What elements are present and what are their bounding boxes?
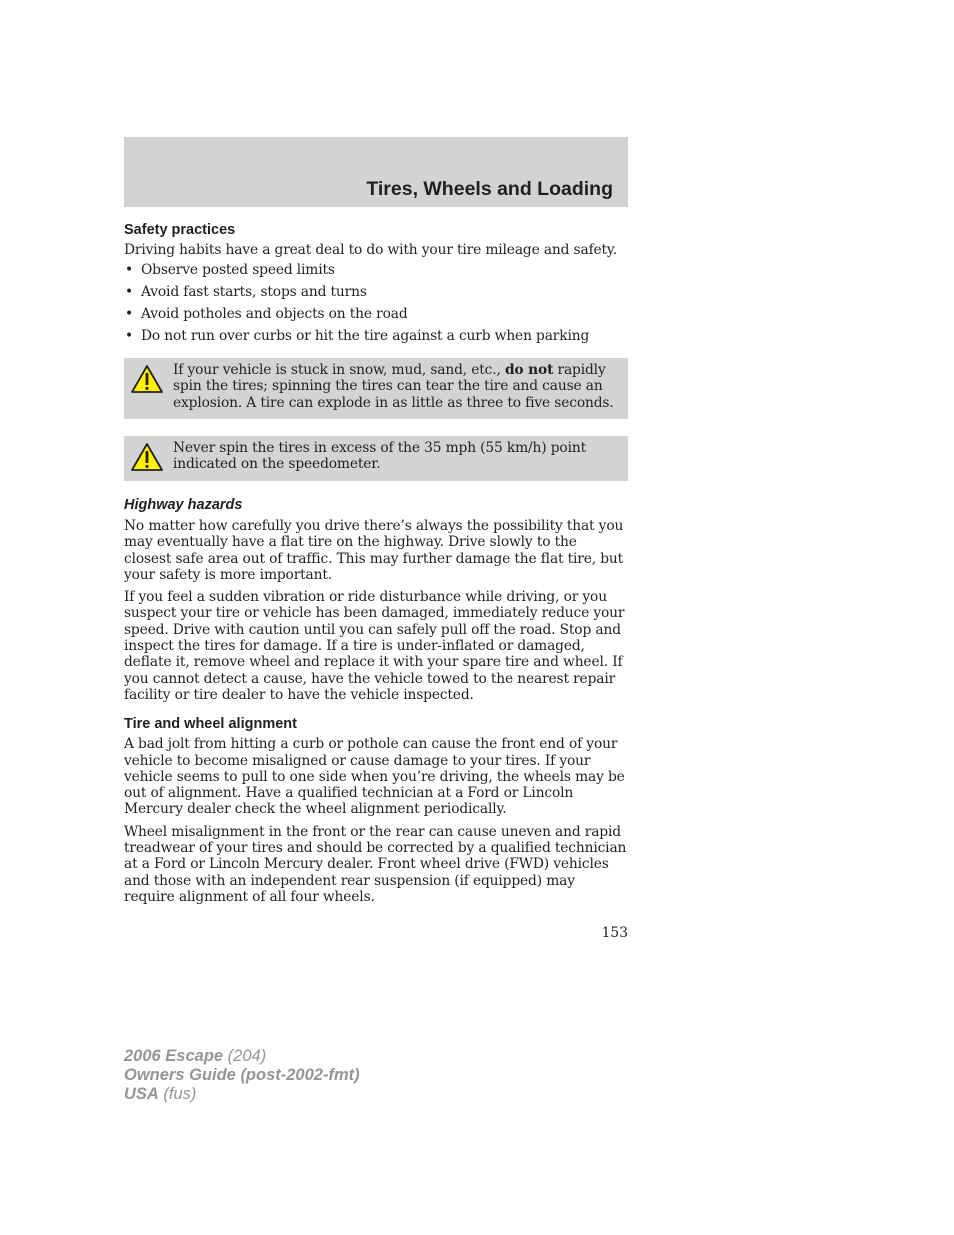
list-item: • Do not run over curbs or hit the tire against a curb when parking xyxy=(125,328,590,344)
warning-text: If your vehicle is stuck in snow, mud, sand, etc., do not rapidly spin the tires; spinning the tires can tear the tire and cause an explosion. A tire can explode in as little as three to five seconds. xyxy=(173,362,614,411)
chapter-header-band xyxy=(124,137,628,207)
bullet-icon: • xyxy=(125,328,133,344)
page-content xyxy=(124,220,628,905)
bullet-icon: • xyxy=(125,284,133,300)
alignment-paragraph-2: Wheel misalignment in the front or the rear can cause uneven and rapid treadwear of your tires and should be corrected by a qualified technician at a Ford or Lincoln Mercury dealer. Front wheel drive (FWD) vehicles and those with an independent rear suspension (if equipped) may require alignment of all four wheels. xyxy=(124,823,627,905)
document-footer xyxy=(124,1047,360,1104)
list-item: • Avoid potholes and objects on the road xyxy=(125,306,408,322)
alignment-heading: Tire and wheel alignment xyxy=(124,716,297,733)
footer-line-2: Owners Guide (post-2002-fmt) xyxy=(124,1066,360,1084)
alignment-paragraph-1: A bad jolt from hitting a curb or pothole can cause the front end of your vehicle to become misaligned or cause damage to your tires. If your vehicle seems to pull to one side when you’re driving, the wheels may be out of alignment. Have a qualified technician at a Ford or Lincoln Mercury dealer check the wheel alignment periodically. xyxy=(124,736,625,818)
safety-intro: Driving habits have a great deal to do with your tire mileage and safety. xyxy=(124,242,617,258)
warning-box-speed-limit xyxy=(124,436,628,481)
highway-hazards-heading: Highway hazards xyxy=(124,497,243,513)
highway-paragraph-2: If you feel a sudden vibration or ride disturbance while driving, or you suspect your tire or vehicle has been damaged, immediately reduce your speed. Drive with caution until you can safely pull off the road. Stop and inspect the tires for damage. If a tire is under-inflated or damaged, deflate it, remove wheel and replace it with your spare tire and wheel. If you cannot detect a cause, have the vehicle towed to the nearest repair facility or tire dealer to have the vehicle inspected. xyxy=(124,589,625,703)
warning-box-spin-tires xyxy=(124,358,628,419)
page-number: 153 xyxy=(601,925,628,941)
highway-paragraph-1: No matter how carefully you drive there’s always the possibility that you may eventually have a flat tire on the highway. Drive slowly to the closest safe area out of traffic. This may further damage the flat tire, but your safety is more important. xyxy=(124,518,624,583)
warning-triangle-icon xyxy=(130,442,164,472)
list-item: • Observe posted speed limits xyxy=(125,262,335,278)
safety-bullet-list xyxy=(124,262,628,350)
bullet-icon: • xyxy=(125,262,133,278)
chapter-title: Tires, Wheels and Loading xyxy=(366,178,613,200)
safety-practices-heading: Safety practices xyxy=(124,222,236,238)
bullet-icon: • xyxy=(125,306,133,322)
warning-triangle-icon xyxy=(130,364,164,394)
footer-line-1: 2006 Escape (204) xyxy=(124,1047,267,1065)
footer-line-3: USA (fus) xyxy=(124,1085,197,1103)
warning-text: Never spin the tires in excess of the 35 mph (55 km/h) point indicated on the speedometer. xyxy=(173,440,586,473)
list-item: • Avoid fast starts, stops and turns xyxy=(125,284,367,300)
